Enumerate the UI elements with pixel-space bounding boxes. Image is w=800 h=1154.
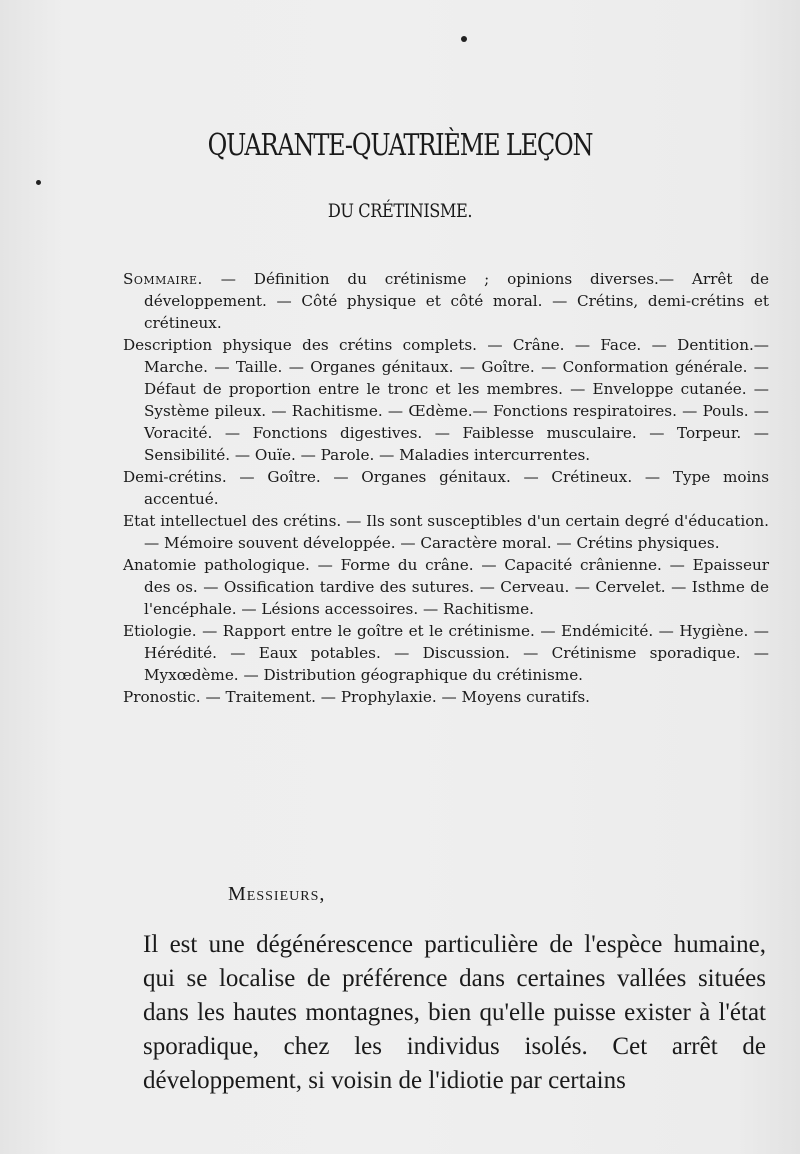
lesson-title: QUARANTE-QUATRIÈME LEÇON — [207, 128, 593, 163]
summary-paragraph: Description physique des crétins complets. — Crâne. — Face. — Dentition.— Marche. — Taille. — Organes génitaux. — Goître. — Conformation générale. — Défaut de proportion entre le tronc et les membres. — Enveloppe cutanée. — Système pileux. — Rachitisme. — Œdème.— Fonctions respiratoires. — Pouls. — Voracité. — Fonctions digestives. — Faiblesse musculaire. — Torpeur. — Sensibilité. — Ouïe. — Parole. — Maladies intercurrentes. — [123, 336, 769, 464]
summary-paragraph: Anatomie pathologique. — Forme du crâne. — Capacité crânienne. — Epaisseur des os. — Ossification tardive des sutures. — Cerveau. — Cervelet. — Isthme de l'encéphale. — Lésions accessoires. — Rachitisme. — [123, 556, 769, 618]
salutation: Messieurs, — [228, 883, 326, 905]
summary-paragraph: Pronostic. — Traitement. — Prophylaxie. — Moyens curatifs. — [123, 688, 590, 706]
summary-paragraph: Demi-crétins. — Goître. — Organes génitaux. — Crétineux. — Type moins accentué. — [123, 468, 769, 508]
summary-paragraph-text: — Définition du crétinisme ; opinions diverses.— Arrêt de développement. — Côté physique et côté moral. — Crétins, demi-crétins et crétineux. — [144, 270, 769, 332]
ink-dot — [461, 36, 467, 42]
summary-label: Sommaire. — [123, 270, 203, 288]
body-paragraph: Il est une dégénérescence particulière de l'espèce humaine, qui se localise de préférence dans certaines vallées situées dans les hautes montagnes, bien qu'elle puisse exister à l'état sporadique, chez les individus isolés. Cet arrêt de développement, si voisin de l'idiotie par certains — [143, 931, 766, 1094]
lesson-subtitle: DU CRÉTINISME. — [327, 200, 473, 222]
summary-paragraph — [123, 268, 769, 334]
ink-dot — [36, 180, 41, 185]
summary — [123, 268, 769, 708]
summary-paragraph: Etat intellectuel des crétins. — Ils sont susceptibles d'un certain degré d'éducation. — Mémoire souvent développée. — Caractère moral. — Crétins physiques. — [123, 512, 769, 552]
summary-paragraph: Etiologie. — Rapport entre le goître et le crétinisme. — Endémicité. — Hygiène. — Hérédité. — Eaux potables. — Discussion. — Crétinisme sporadique. — Myxœdème. — Distribution géographique du crétinisme. — [123, 622, 769, 684]
